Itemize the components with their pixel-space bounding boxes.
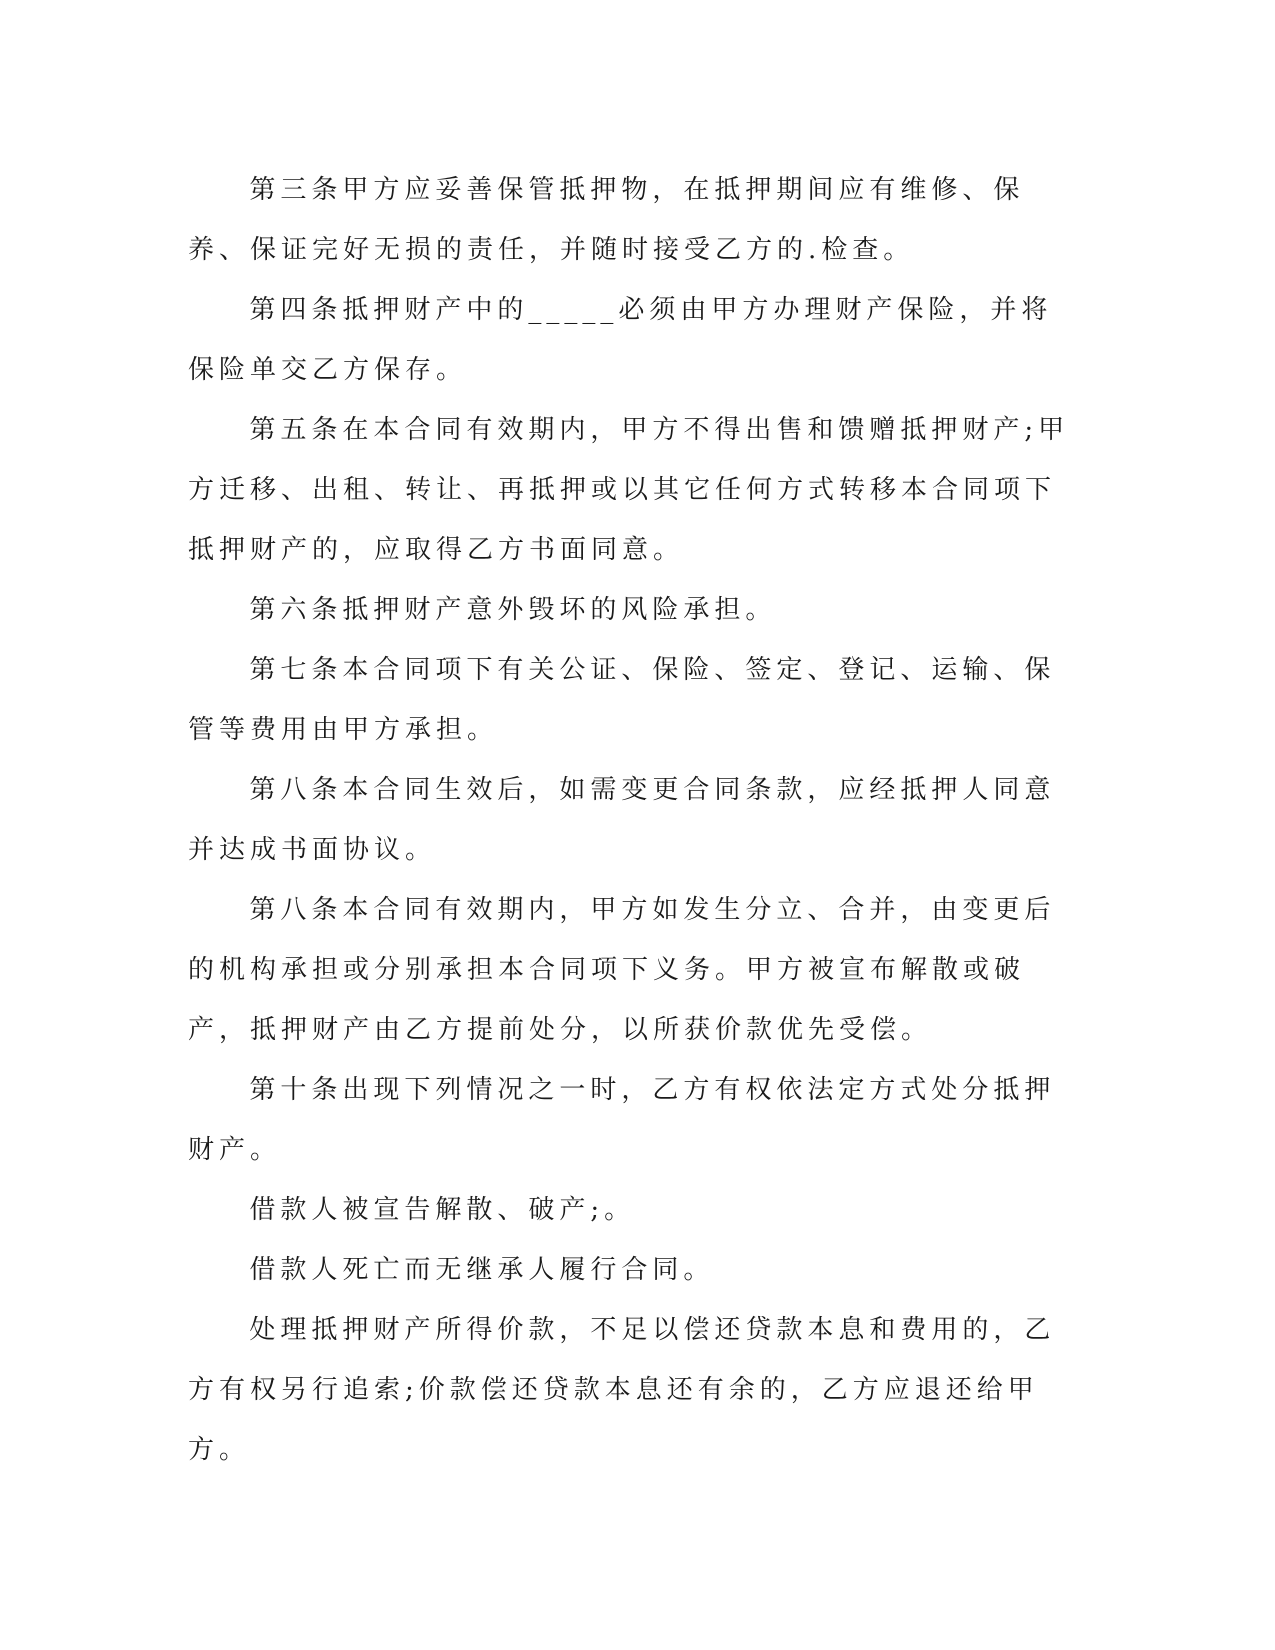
clause-8b-paragraph: 第八条本合同有效期内，甲方如发生分立、合并，由变更后的机构承担或分别承担本合同项下义务。甲方被宣布解散或破产，抵押财产由乙方提前处分，以所获价款优先受偿。 [188, 895, 1056, 1045]
clause-8-paragraph: 第八条本合同生效后，如需变更合同条款，应经抵押人同意并达成书面协议。 [188, 775, 1056, 865]
clause-5-paragraph: 第五条在本合同有效期内，甲方不得出售和馈赠抵押财产;甲方迁移、出租、转让、再抵押或以其它任何方式转移本合同项下抵押财产的，应取得乙方书面同意。 [188, 415, 1070, 565]
condition-dissolution-paragraph: 借款人被宣告解散、破产;。 [249, 1195, 636, 1225]
clause-7-paragraph: 第七条本合同项下有关公证、保险、签定、登记、运输、保管等费用由甲方承担。 [188, 655, 1056, 745]
clause-6-paragraph: 第六条抵押财产意外毁坏的风险承担。 [249, 595, 777, 625]
proceeds-handling-paragraph: 处理抵押财产所得价款，不足以偿还贷款本息和费用的，乙方有权另行追索;价款偿还贷款本息还有余的，乙方应退还给甲方。 [188, 1315, 1056, 1465]
condition-death-paragraph: 借款人死亡而无继承人履行合同。 [249, 1255, 715, 1285]
clause-10-paragraph: 第十条出现下列情况之一时，乙方有权依法定方式处分抵押财产。 [188, 1075, 1056, 1165]
clause-3-paragraph: 第三条甲方应妥善保管抵押物，在抵押期间应有维修、保养、保证完好无损的责任，并随时接受乙方的.检查。 [188, 175, 1025, 265]
clause-4-paragraph: 第四条抵押财产中的_____必须由甲方办理财产保险，并将保险单交乙方保存。 [188, 295, 1053, 385]
document-body [188, 160, 1083, 1480]
